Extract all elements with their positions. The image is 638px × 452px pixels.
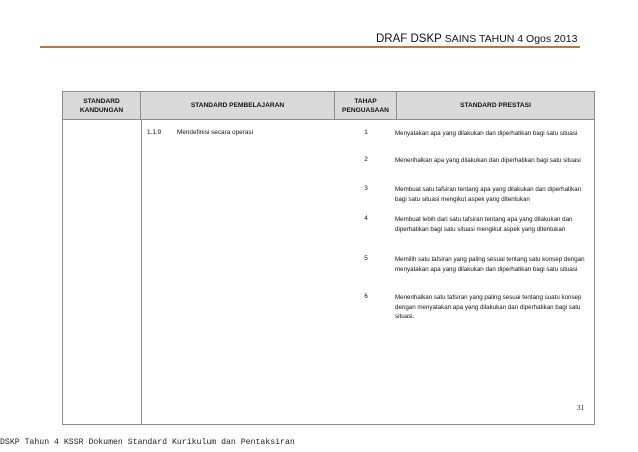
header-standard-pembelajaran: STANDARD PEMBELAJARAN bbox=[141, 92, 335, 119]
performance-description: Memilih satu tafsiran yang paling sesuai tentang satu konsep dengan menyatakan apa yang dilakukan dan diperhatikan bagi satu situasi bbox=[395, 256, 585, 273]
performance-description: Membuat lebih dari satu tafsiran tentang apa yang dilakukan dan diperhatikan bagi satu situasi mengikut aspek yang ditentukan bbox=[395, 216, 573, 233]
header-standard-prestasi: STANDARD PRESTASI bbox=[460, 102, 531, 109]
document-footer: DSKP Tahun 4 KSSR Dokumen Standard Kurikulum dan Pentaksiran bbox=[0, 438, 295, 447]
page-number: 31 bbox=[577, 404, 584, 412]
performance-description: Menerihalkan satu tafsiran yang paling sesuai tentang suatu konsep dengan menyatakan apa yang dilakukan dan diperhatikan bagi satu situasi. bbox=[395, 294, 582, 321]
header-divider bbox=[40, 46, 580, 48]
header-title-sub: SAINS TAHUN 4 Ogos 2013 bbox=[444, 33, 578, 45]
column-divider bbox=[141, 119, 142, 425]
header-title-main: DRAF DSKP bbox=[376, 33, 442, 45]
performance-description: Menyatakan apa yang dilakukan dan diperhatikan bagi satu situasi bbox=[395, 130, 578, 137]
performance-level: 4 bbox=[364, 215, 368, 222]
learning-standard-code: 1.1.9 bbox=[147, 129, 162, 136]
header-standard-kandungan: STANDARD KANDUNGAN bbox=[63, 92, 141, 119]
learning-standard-text: Mendefinisi secara operasi bbox=[177, 129, 254, 136]
performance-level: 2 bbox=[364, 156, 368, 163]
table-header bbox=[63, 92, 594, 120]
header-tahap-penguasaan: TAHAP PENGUASAAN bbox=[335, 92, 397, 119]
performance-description: Membuat satu tafsiran tentang apa yang dilakukan dan diperhatikan bagi satu situasi mengikut aspek yang ditentukan bbox=[395, 186, 582, 203]
performance-level: 1 bbox=[364, 129, 368, 136]
document-header-title bbox=[376, 33, 577, 45]
performance-level: 6 bbox=[364, 293, 368, 300]
standards-table bbox=[62, 91, 595, 425]
performance-description: Menerihalkan apa yang dilakukan dan diperhatikan bagi satu situasi bbox=[395, 157, 581, 164]
performance-level: 3 bbox=[364, 185, 368, 192]
performance-level: 5 bbox=[364, 255, 368, 262]
